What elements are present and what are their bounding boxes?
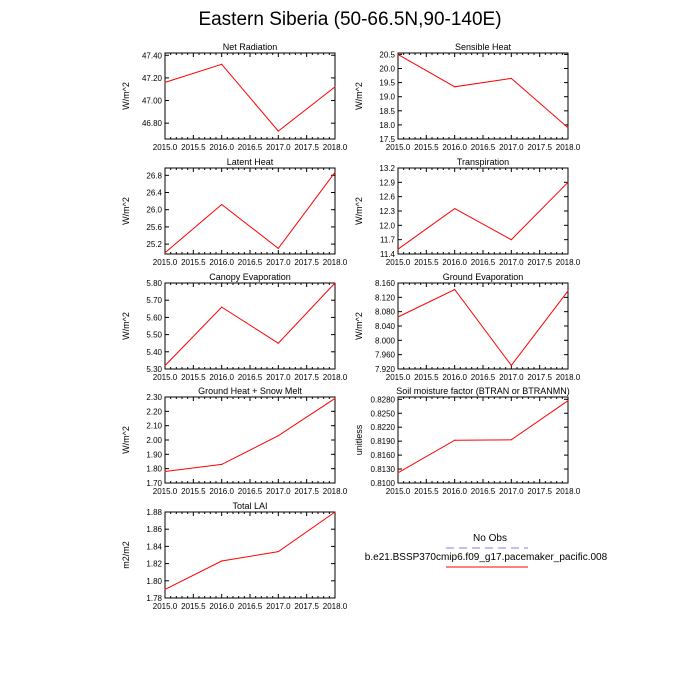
y-tick-label: 12.9: [379, 178, 395, 188]
y-axis-label: W/m^2: [121, 197, 131, 225]
y-tick-label: 8.080: [374, 307, 395, 317]
plot-frame: [165, 512, 335, 598]
x-tick-label: 2017.5: [294, 258, 319, 267]
data-point: [397, 54, 398, 55]
data-point: [454, 208, 455, 209]
chart-panel-latent-heat: [121, 157, 348, 267]
y-tick-label: 13.2: [379, 164, 395, 173]
y-tick-label: 26.4: [146, 188, 162, 198]
plot-frame: [398, 53, 568, 139]
data-point: [221, 204, 222, 205]
x-tick-label: 2015.0: [152, 258, 178, 267]
data-point: [278, 343, 279, 344]
data-point: [567, 182, 568, 183]
y-axis-label: m2/m2: [121, 541, 131, 569]
y-axis-label: W/m^2: [354, 312, 364, 340]
series-line-model: [165, 398, 335, 471]
plot-frame: [398, 168, 568, 254]
data-point: [164, 471, 165, 472]
x-tick-label: 2015.0: [385, 143, 411, 152]
x-tick-label: 2017.5: [527, 373, 552, 382]
series-line-model: [398, 54, 568, 127]
y-tick-label: 0.8130: [370, 465, 395, 475]
y-tick-label: 1.90: [146, 450, 162, 460]
x-tick-label: 2017.0: [266, 258, 291, 267]
series-line-model: [165, 512, 335, 589]
series-line-model: [398, 290, 568, 366]
x-tick-label: 2015.5: [181, 258, 206, 267]
y-tick-label: 19.5: [379, 78, 395, 88]
y-axis-label: W/m^2: [121, 82, 131, 110]
x-tick-label: 2018.0: [322, 143, 348, 152]
y-tick-label: 5.30: [146, 365, 162, 374]
x-tick-label: 2017.5: [294, 143, 319, 152]
y-tick-label: 25.2: [146, 240, 162, 250]
data-point: [221, 64, 222, 65]
x-tick-label: 2016.5: [237, 487, 263, 496]
series-line-model: [398, 401, 568, 473]
y-tick-label: 25.6: [146, 222, 162, 232]
y-tick-label: 0.8250: [370, 409, 395, 419]
data-point: [511, 78, 512, 79]
x-tick-label: 2018.0: [555, 487, 581, 496]
plot-frame: [165, 53, 335, 139]
y-tick-label: 1.70: [146, 479, 162, 488]
x-tick-label: 2017.5: [527, 143, 552, 152]
chart-panel-transpiration: [354, 157, 581, 267]
x-tick-label: 2015.0: [152, 373, 178, 382]
panel-title: Total LAI: [232, 501, 268, 511]
y-tick-label: 1.82: [146, 559, 162, 569]
y-tick-label: 17.5: [379, 135, 395, 144]
x-tick-label: 2017.0: [266, 143, 291, 152]
series-line-model: [165, 172, 335, 252]
data-point: [511, 439, 512, 440]
data-point: [164, 589, 165, 590]
x-tick-label: 2018.0: [322, 487, 348, 496]
panel-title: Net Radiation: [222, 42, 278, 52]
data-point: [334, 172, 335, 173]
x-tick-label: 2015.0: [152, 487, 178, 496]
data-point: [454, 86, 455, 87]
series-line-model: [165, 64, 335, 131]
series-line-model: [398, 182, 568, 249]
x-tick-label: 2015.0: [385, 258, 411, 267]
x-tick-label: 2018.0: [555, 143, 581, 152]
y-axis-label: W/m^2: [354, 82, 364, 110]
x-tick-label: 2016.5: [470, 373, 496, 382]
data-point: [334, 398, 335, 399]
chart-panel-net-radiation: [121, 42, 348, 152]
y-tick-label: 8.000: [374, 336, 395, 346]
y-tick-label: 20.0: [379, 64, 395, 74]
data-point: [278, 435, 279, 436]
panel-title: Ground Evaporation: [442, 272, 524, 282]
x-tick-label: 2016.0: [209, 602, 234, 611]
y-tick-label: 8.040: [374, 322, 395, 331]
x-tick-label: 2015.5: [181, 143, 206, 152]
y-tick-label: 8.160: [374, 279, 395, 288]
data-point: [278, 551, 279, 552]
plot-frame: [398, 283, 568, 369]
data-point: [164, 82, 165, 83]
y-tick-label: 0.8280: [370, 395, 395, 405]
y-tick-label: 1.80: [146, 464, 162, 474]
y-tick-label: 1.86: [146, 525, 162, 535]
y-tick-label: 5.40: [146, 347, 162, 357]
x-tick-label: 2016.0: [209, 487, 234, 496]
y-tick-label: 47.40: [141, 51, 162, 61]
x-tick-label: 2017.0: [499, 143, 524, 152]
x-tick-label: 2015.0: [152, 602, 178, 611]
y-tick-label: 2.20: [146, 407, 162, 417]
y-tick-label: 1.84: [146, 542, 162, 552]
x-tick-label: 2015.5: [181, 487, 206, 496]
y-tick-label: 19.0: [379, 92, 395, 102]
x-tick-label: 2015.0: [385, 373, 411, 382]
x-tick-label: 2016.5: [470, 143, 496, 152]
y-tick-label: 5.70: [146, 296, 162, 306]
y-tick-label: 12.3: [379, 207, 395, 216]
x-tick-label: 2016.5: [237, 258, 263, 267]
y-axis-label: W/m^2: [121, 312, 131, 340]
y-tick-label: 2.00: [146, 436, 162, 445]
y-tick-label: 47.20: [141, 73, 162, 83]
chart-panel-total-lai: [121, 501, 348, 611]
x-tick-label: 2015.5: [414, 373, 439, 382]
data-point: [567, 127, 568, 128]
data-point: [397, 316, 398, 317]
x-tick-label: 2017.0: [266, 487, 291, 496]
y-tick-label: 0.8160: [370, 451, 395, 461]
data-point: [567, 290, 568, 291]
x-tick-label: 2016.0: [209, 258, 234, 267]
data-point: [397, 472, 398, 473]
series-line-model: [165, 283, 335, 366]
page-title: Eastern Siberia (50-66.5N,90-140E): [198, 9, 502, 30]
data-point: [454, 440, 455, 441]
chart-panels: [121, 42, 581, 611]
x-tick-label: 2017.0: [266, 373, 291, 382]
data-point: [511, 365, 512, 366]
y-tick-label: 1.78: [146, 594, 162, 603]
plot-frame: [165, 397, 335, 483]
x-tick-label: 2018.0: [555, 258, 581, 267]
data-point: [397, 249, 398, 250]
legend-model-label: b.e21.BSSP370cmip6.f09_g17.pacemaker_pacific.008: [364, 552, 608, 563]
x-tick-label: 2017.5: [294, 602, 319, 611]
data-point: [221, 560, 222, 561]
y-tick-label: 0.8220: [370, 423, 395, 433]
legend: [365, 533, 608, 567]
data-point: [334, 511, 335, 512]
x-tick-label: 2016.0: [209, 143, 234, 152]
x-tick-label: 2017.5: [294, 373, 319, 382]
x-tick-label: 2015.0: [385, 487, 411, 496]
y-tick-label: 0.8190: [370, 437, 395, 447]
x-tick-label: 2018.0: [322, 258, 348, 267]
y-tick-label: 8.120: [374, 293, 395, 303]
data-point: [164, 365, 165, 366]
data-point: [164, 252, 165, 253]
chart-panel-ground-evaporation: [354, 272, 581, 382]
y-tick-label: 11.4: [380, 250, 395, 259]
legend-obs-label: No Obs: [473, 533, 507, 544]
y-tick-label: 7.960: [374, 350, 395, 360]
x-tick-label: 2017.5: [527, 487, 552, 496]
x-tick-label: 2017.0: [499, 487, 524, 496]
y-tick-label: 2.30: [146, 393, 162, 402]
y-axis-label: W/m^2: [354, 197, 364, 225]
chart-panel-ground-heat-snow-melt: [121, 386, 348, 496]
x-tick-label: 2016.0: [442, 373, 467, 382]
data-point: [221, 464, 222, 465]
x-tick-label: 2015.0: [152, 143, 178, 152]
panel-title: Transpiration: [456, 157, 510, 167]
data-point: [567, 400, 568, 401]
x-tick-label: 2016.0: [442, 143, 467, 152]
data-point: [278, 248, 279, 249]
x-tick-label: 2017.5: [527, 258, 552, 267]
x-tick-label: 2017.0: [499, 258, 524, 267]
y-tick-label: 11.7: [380, 235, 395, 245]
panel-title: Canopy Evaporation: [209, 272, 291, 282]
y-tick-label: 18.0: [379, 120, 395, 130]
x-tick-label: 2017.5: [294, 487, 319, 496]
panel-title: Soil moisture factor (BTRAN or BTRANMN): [396, 386, 570, 396]
y-tick-label: 26.0: [146, 205, 162, 215]
chart-panel-sensible-heat: [354, 42, 581, 152]
y-tick-label: 2.10: [146, 421, 162, 431]
x-tick-label: 2016.5: [237, 602, 263, 611]
y-tick-label: 5.60: [146, 313, 162, 323]
y-tick-label: 12.6: [379, 192, 395, 202]
x-tick-label: 2018.0: [322, 602, 348, 611]
x-tick-label: 2016.0: [442, 258, 467, 267]
y-tick-label: 7.920: [374, 365, 395, 374]
data-point: [221, 306, 222, 307]
x-tick-label: 2016.5: [237, 373, 263, 382]
y-tick-label: 18.5: [379, 106, 395, 116]
y-tick-label: 5.80: [146, 279, 162, 288]
chart-panel-soil-moisture-factor-btran-or-btranmn: [354, 386, 581, 496]
plot-frame: [165, 168, 335, 254]
y-tick-label: 5.50: [146, 330, 162, 340]
data-point: [334, 86, 335, 87]
panel-title: Ground Heat + Snow Melt: [198, 386, 302, 396]
y-tick-label: 26.8: [146, 171, 162, 181]
y-tick-label: 0.8100: [370, 479, 395, 488]
data-point: [278, 130, 279, 131]
x-tick-label: 2016.0: [442, 487, 467, 496]
data-point: [454, 289, 455, 290]
x-tick-label: 2015.5: [181, 373, 206, 382]
x-tick-label: 2016.5: [237, 143, 263, 152]
y-tick-label: 46.80: [141, 119, 162, 129]
x-tick-label: 2017.0: [499, 373, 524, 382]
x-tick-label: 2015.5: [414, 487, 439, 496]
data-point: [511, 239, 512, 240]
y-tick-label: 20.5: [379, 50, 395, 60]
panel-title: Sensible Heat: [454, 42, 512, 52]
y-axis-label: W/m^2: [121, 426, 131, 454]
plot-frame: [165, 283, 335, 369]
x-tick-label: 2016.5: [470, 487, 496, 496]
panel-title: Latent Heat: [226, 157, 274, 167]
y-axis-label: unitless: [354, 424, 364, 456]
x-tick-label: 2018.0: [555, 373, 581, 382]
x-tick-label: 2015.5: [181, 602, 206, 611]
chart-panel-canopy-evaporation: [121, 272, 348, 382]
x-tick-label: 2015.5: [414, 258, 439, 267]
y-tick-label: 12.0: [379, 221, 395, 231]
y-tick-label: 47.00: [141, 96, 162, 106]
data-point: [334, 282, 335, 283]
x-tick-label: 2018.0: [322, 373, 348, 382]
x-tick-label: 2016.0: [209, 373, 234, 382]
x-tick-label: 2016.5: [470, 258, 496, 267]
y-tick-label: 1.80: [146, 576, 162, 586]
y-tick-label: 1.88: [146, 508, 162, 517]
x-tick-label: 2015.5: [414, 143, 439, 152]
x-tick-label: 2017.0: [266, 602, 291, 611]
